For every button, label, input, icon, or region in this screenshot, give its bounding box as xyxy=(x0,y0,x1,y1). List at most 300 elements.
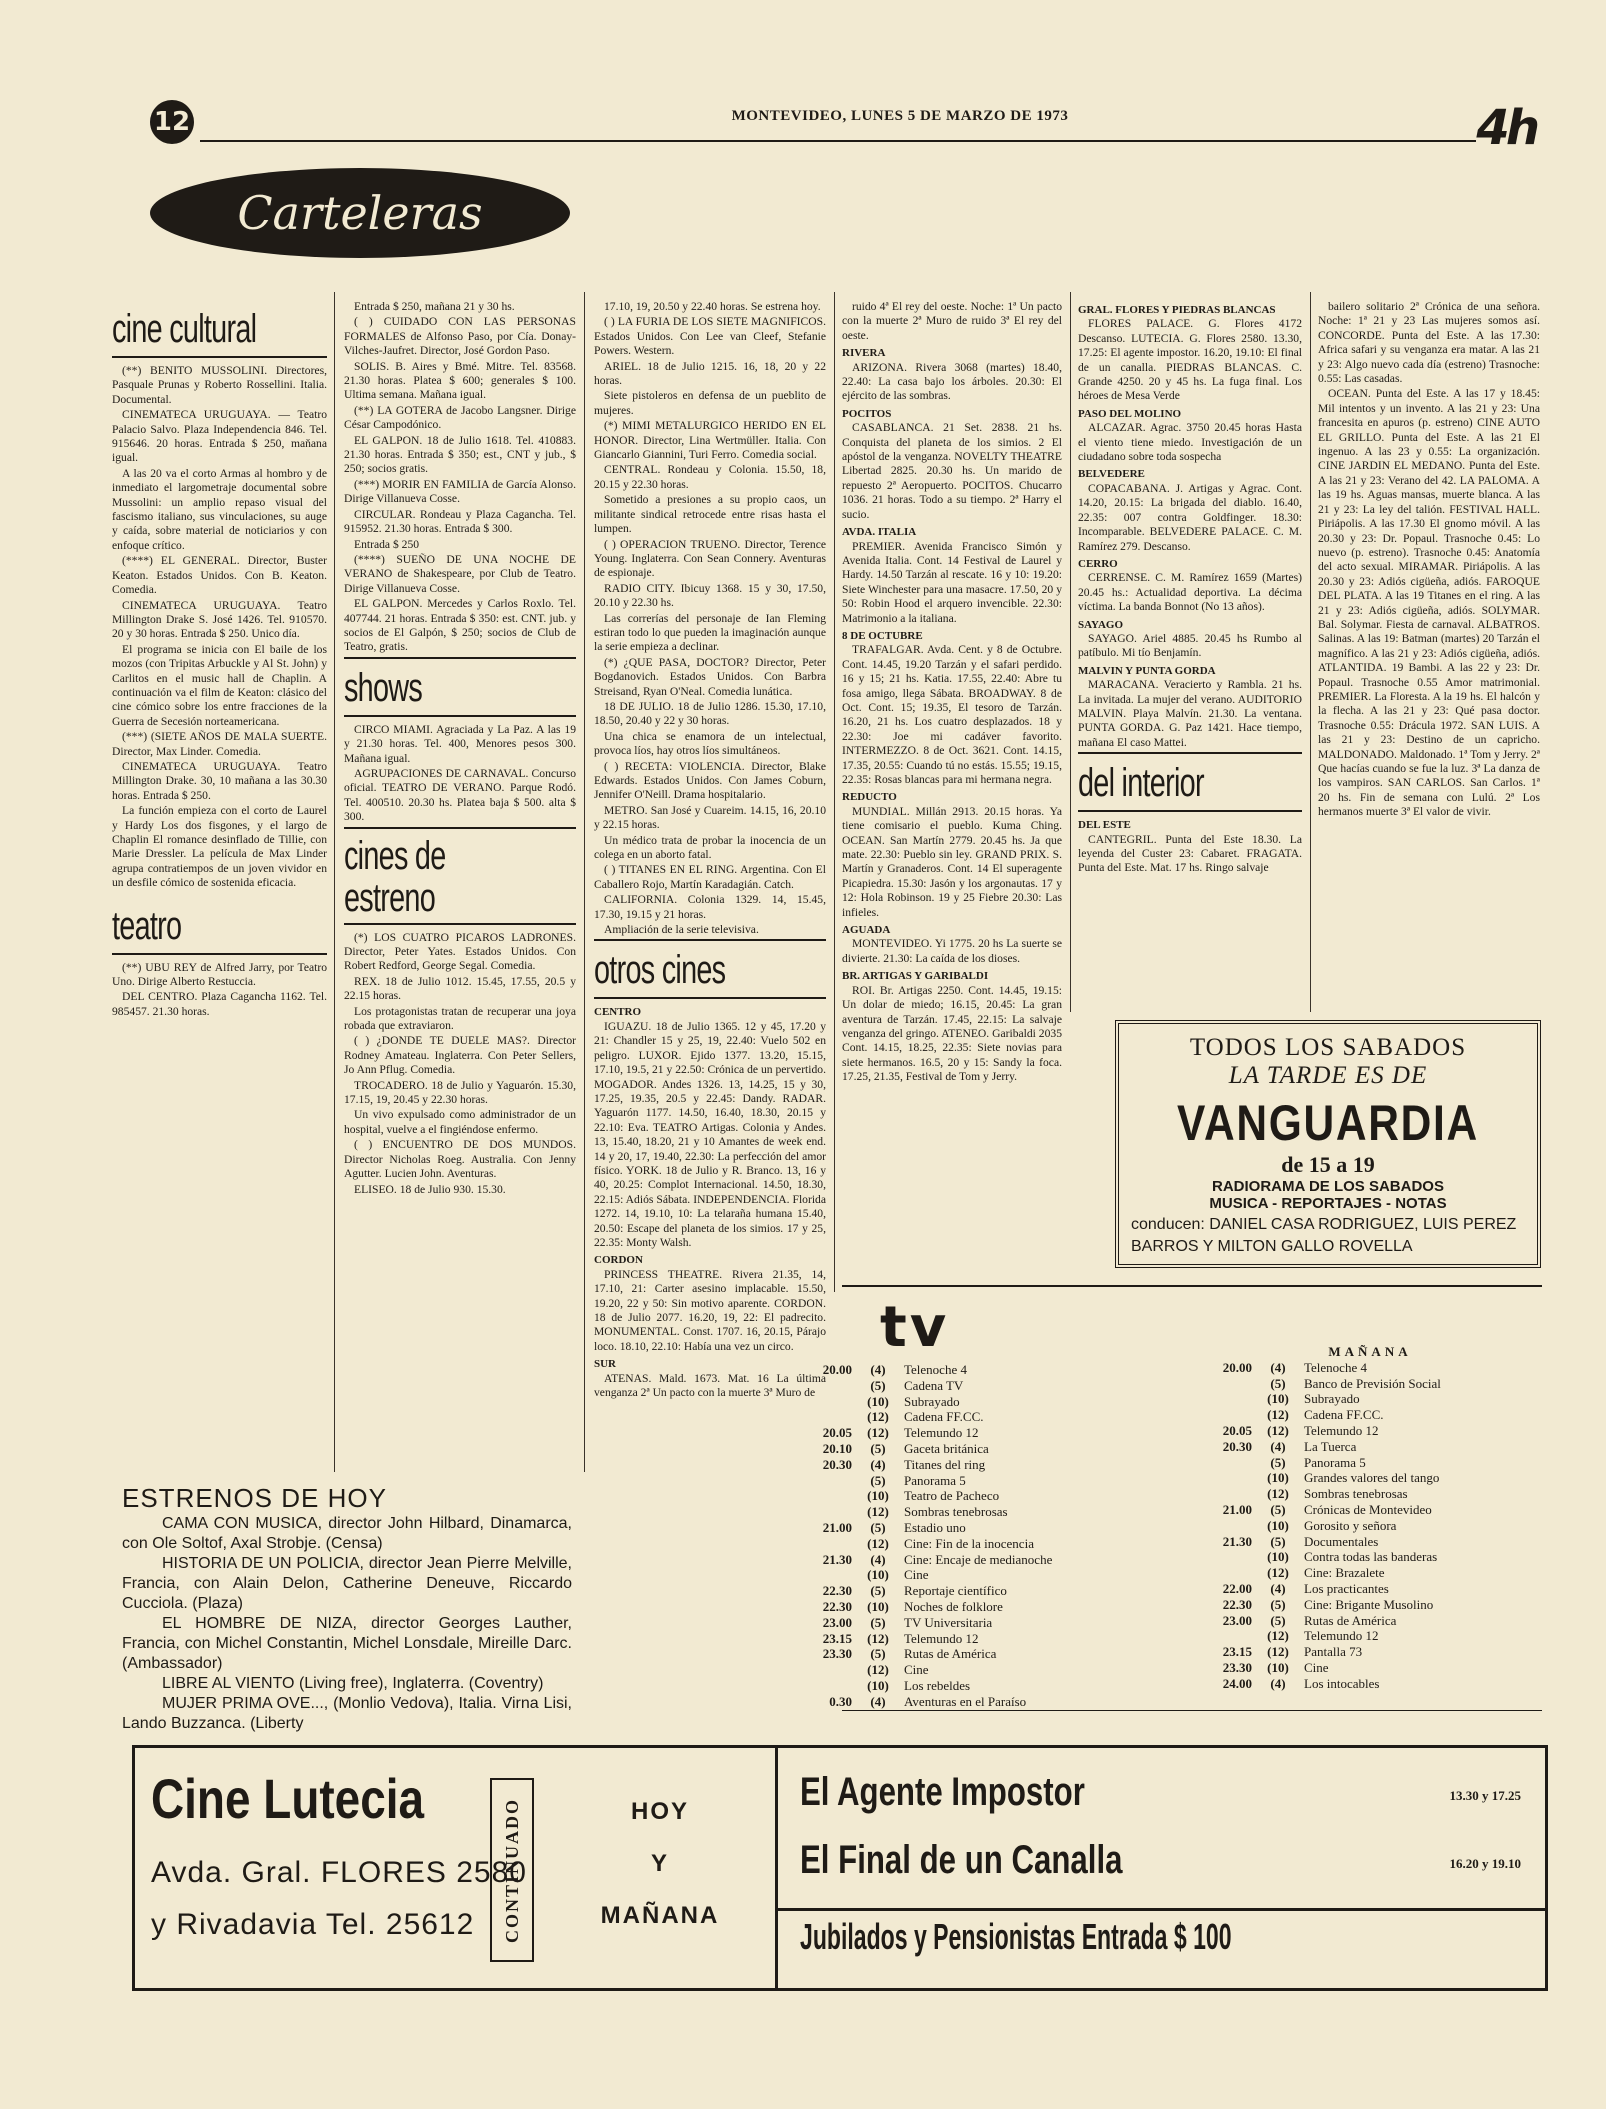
tv-time: 23.15 xyxy=(1222,1644,1252,1660)
tv-program: Cine xyxy=(904,1662,929,1678)
tv-channel: (5) xyxy=(1270,1596,1286,1612)
tv-program: La Tuerca xyxy=(1304,1438,1357,1454)
tv-row xyxy=(800,1678,1190,1694)
listing: PREMIER. Avenida Francisco Simón y Avenida Italia. Cont. 14 Festival de Laurel y Hardy. 14.50 Tarzán al rescate. 16 y 10: 19.20: Siete Winchester para una masacre. 17.50, 20 y 50: Robin Hood el arquero invencible. 22.30: Matrimonio a la italiana. xyxy=(842,539,1062,625)
tv-channel: (12) xyxy=(1267,1407,1289,1423)
tv-row xyxy=(1200,1376,1540,1392)
tv-time xyxy=(800,1678,852,1694)
tv-program: Teatro de Pacheco xyxy=(904,1488,1000,1504)
tv-time xyxy=(1200,1391,1252,1407)
tv-time: 22.00 xyxy=(1222,1580,1252,1596)
tv-title: tv xyxy=(880,1295,950,1360)
tv-program: Telenoche 4 xyxy=(904,1362,967,1377)
tv-channel: (10) xyxy=(1267,1517,1289,1533)
section-rule xyxy=(1078,752,1302,754)
section-rule xyxy=(344,827,576,829)
listing: EL GALPON. Mercedes y Carlos Roxlo. Tel. 407744. 21 horas. Entrada $ 350: est. CNT. jub. y socios de El Galpón, $ 250; socios de Club de Teatro, gratis. xyxy=(344,597,576,654)
listing: Siete pistoleros en defensa de un pueblito de mujeres. xyxy=(594,389,826,417)
district-heading: SAYAGO xyxy=(1078,618,1124,631)
tv-channel: (12) xyxy=(867,1662,889,1678)
estreno-item: HISTORIA DE UN POLICIA, director Jean Pierre Melville, Francia, con Alain Delon, Catherine Deneuve, Riccardo Cucciola. (Plaza) xyxy=(122,1555,572,1612)
listing: CANTEGRIL. Punta del Este 18.30. La leyenda del Custer 23: Cabaret. FRAGATA. Punta del Este. Mat. 17 hs. Ringo salvaje xyxy=(1078,832,1302,875)
listing: Ampliación de la serie televisiva. xyxy=(604,923,759,937)
tv-channel: (4) xyxy=(1270,1580,1286,1596)
listing: (*) LOS CUATRO PICAROS LADRONES. Director, Peter Yates. Estados Unidos. Con Robert Redford, George Segal. Comedia. xyxy=(344,930,576,973)
tv-channel: (12) xyxy=(1267,1644,1289,1660)
listing: ( ) ¿DONDE TE DUELE MAS?. Director Rodney Amateau. Inglaterra. Con Peter Sellers, Jo Ann Pflug. Comedia. xyxy=(344,1034,576,1077)
section-rule xyxy=(344,715,576,717)
tv-time: 0.30 xyxy=(829,1693,852,1709)
tv-time: 23.00 xyxy=(822,1614,852,1630)
tv-row xyxy=(1200,1628,1540,1644)
tv-program: Subrayado xyxy=(904,1393,960,1409)
tv-time: 22.30 xyxy=(822,1583,852,1599)
listing: ARIEL. 18 de Julio 1215. 16, 18, 20 y 22 horas. xyxy=(594,359,826,388)
tv-row xyxy=(800,1394,1190,1410)
section-title-del-interior: del interior xyxy=(1078,761,1204,806)
section-title-cines-de: cines de xyxy=(344,833,446,878)
tv-time: 22.30 xyxy=(1222,1596,1252,1612)
section-rule xyxy=(344,923,576,925)
tv-time: 23.30 xyxy=(1222,1659,1252,1675)
tv-row xyxy=(1200,1565,1540,1581)
tv-time: 20.00 xyxy=(822,1362,852,1377)
tv-row xyxy=(1200,1470,1540,1486)
tv-schedule-today xyxy=(800,1362,1190,1710)
carteleras-banner: Carteleras xyxy=(150,168,570,258)
listing: (*) ¿QUE PASA, DOCTOR? Director, Peter Bogdanovich. Estados Unidos. Con Barbra Streisand, Ryan O'Neal. Comedia lunática. xyxy=(594,655,826,698)
tv-channel: (5) xyxy=(1270,1533,1286,1549)
listing: DEL CENTRO. Plaza Cagancha 1162. Tel. 985457. 21.30 horas. xyxy=(112,990,327,1018)
listing: (*) MIMI METALURGICO HERIDO EN EL HONOR. Director, Lina Wertmüller. Italia. Con Giancarlo Giannini, Turi Ferro. Comedia social. xyxy=(594,419,826,462)
tv-row xyxy=(800,1599,1190,1615)
tv-row xyxy=(1200,1391,1540,1407)
tv-bottom-rule xyxy=(842,1710,1542,1711)
district-heading: BELVEDERE xyxy=(1078,468,1145,481)
listing: TRAFALGAR. Avda. Cent. y 8 de Octubre. Cont. 14.45, 19.20 Tarzán y el safari perdido. 16 y 15; 21 hs. Katia. 17.55, 22.40: Abre tu fosa amigo, llega Sábata. BROADWAY. 8 de Oct. Cont. 15; 19.35, El tesoro de Tarzán. 16.20, 21 hs. Los cuatro desplazados. 18 y 22.30: Joe mi cadáver favorito. INTERMEZZO. 8 de Oct. 3621. Cont. 14.15, 17.35, 20.55: Cuando tú no estás. 15.55; 19.15, 22.35: Rosas blancas para mi hermana negra. xyxy=(842,643,1062,786)
section-rule xyxy=(594,997,826,999)
tv-program: Cadena TV xyxy=(904,1377,964,1393)
tv-time: 21.30 xyxy=(822,1551,852,1567)
tv-channel: (5) xyxy=(1270,1454,1286,1470)
tv-program: Gorosito y señora xyxy=(1304,1517,1397,1533)
tv-time xyxy=(800,1567,852,1583)
tv-program: Telemundo 12 xyxy=(904,1425,979,1441)
tv-channel: (10) xyxy=(1267,1659,1289,1675)
listing: (***) MORIR EN FAMILIA de García Alonso. Dirige Villanueva Cosse. xyxy=(344,477,576,506)
ad-line: RADIORAMA DE LOS SABADOS xyxy=(1212,1178,1444,1195)
page-number: 12 xyxy=(150,100,194,144)
estrenos-de-hoy xyxy=(122,1483,572,1734)
ad-line: TODOS LOS SABADOS xyxy=(1189,1034,1467,1061)
listing: El programa se inicia con El baile de los mozos (con Tripitas Arbuckle y Al St. John) y Carlitos en el music hall de Chaplin. A continuación va el film de Keaton: clásico del cine cómico sobre los entre fracciones de la Guerra de Secesión norteamericana. xyxy=(112,642,327,728)
film-times: 16.20 y 19.10 xyxy=(1449,1856,1521,1871)
listing: (**) BENITO MUSSOLINI. Directores, Pasquale Prunas y Roberto Rossellini. Italia. Documental. xyxy=(112,364,327,406)
tv-channel: (12) xyxy=(867,1425,889,1441)
tv-row xyxy=(800,1631,1190,1647)
listing: 17.10, 19, 20.50 y 22.40 horas. Se estrena hoy. xyxy=(604,300,821,313)
estreno-item: EL HOMBRE DE NIZA, director Georges Lauther, Francia, con Michel Constantin, Michel Lonsdale, Mireille Darc. (Ambassador) xyxy=(122,1615,572,1672)
tv-row xyxy=(1200,1660,1540,1676)
tv-row xyxy=(800,1646,1190,1662)
tv-program: Aventuras en el Paraíso xyxy=(904,1693,1027,1709)
listing: OCEAN. Punta del Este. A las 17 y 18.45: Mil intentos y un invento. A las 21 y 23: Una francesita en apuros (p. estreno) CINE AUTO EL GRILLO. Punta del Este. A las 21 El ingenuo. A las 23 y 0.55: La organización. CINE JARDIN EL MEDANO. Punta del Este. A las 21 y 23: Verano del 42. LA PALOMA. A las 19 hs. Aguas mansas, muerte blanca. A las 21 y 23: La ley del talión. FESTIVAL HALL. Piriápolis. A las 17.30 El gnomo móvil. A las 20.30 y 23: Dr. Popaul. Trasnoche 0.45: Lo nuevo (p. estreno). Trasnoche 0.45: Anatomía del acto sexual. MIRAMAR. Piriápolis. A las 20.30 y 23: Adiós cigüeña, adiós. FAROQUE DEL PLATA. A las 19 Titanes en el ring. A las 21 y 23: Adiós cigüeña, adiós. SOLYMAR. Bal. Solymar. Fiesta de carnaval. ALBATROS. Salinas. A las 19: Batman (martes) 20 Tarzán el magnífico. A las 21 y 23: Adiós cigüeña, adiós. ATLANTIDA. 19 Bambi. A las 22 y 23: Dr. Popaul. Trasnoche 0.55 Amor matrimonial. PREMIER. La Floresta. A la 19 hs. El halcón y la flecha. A las 21 y 23: Qué pasa doctor. Trasnoche 0.55: Drácula 1972. SAN LUIS. A las 21 y 23: Destino de un capricho. MALDONADO. Maldonado. 1ª Tom y Jerry. 2ª Que hacías cuando se fue la luz. 3ª La danza de los vampiros. SAN CARLOS. San Carlos. 1ª 20 hs. Fin de semana con Lulú. 2ª Los hermanos muerte 3ª El valor de vivir. xyxy=(1318,387,1540,819)
tv-program: Los practicantes xyxy=(1304,1580,1389,1596)
cine-lutecia-ad xyxy=(132,1745,1548,1991)
tv-time: 21.00 xyxy=(1222,1501,1252,1517)
tv-row xyxy=(1200,1439,1540,1455)
film-title: El Agente Impostor xyxy=(800,1770,1085,1814)
tv-program: Cine xyxy=(1304,1659,1329,1675)
column-rule xyxy=(834,292,835,1292)
tv-channel: (4) xyxy=(870,1362,886,1377)
tv-program: Los rebeldes xyxy=(904,1677,971,1693)
listing: CASABLANCA. 21 Set. 2838. 21 hs. Conquista del planeta de los simios. 2 El apóstol de la venganza. NOVELTY THEATRE Libertad 2825. 20.30 hs. Un marido de repuesto 2ª Aeropuerto. POCITOS. Chucarro 1036. 21 horas. Todo a su tiempo. 2ª Harry el sucio. xyxy=(842,421,1062,521)
tv-channel: (4) xyxy=(870,1551,886,1567)
tv-program: Telemundo 12 xyxy=(1304,1628,1379,1644)
tv-time: 23.00 xyxy=(1222,1612,1252,1628)
jubilados-note: Jubilados y Pensionistas Entrada $ 100 xyxy=(800,1916,1232,1957)
listing: Un médico trata de probar la inocencia de un colega en un aborto fatal. xyxy=(594,833,826,862)
tv-program: Panorama 5 xyxy=(904,1472,966,1488)
tv-program: Cine xyxy=(904,1567,929,1583)
listing: (****) EL GENERAL. Director, Buster Keaton. Estados Unidos. Con B. Keaton. Comedia. xyxy=(112,554,327,597)
tv-row xyxy=(800,1441,1190,1457)
tv-channel: (5) xyxy=(870,1377,886,1393)
tv-channel: (5) xyxy=(870,1440,886,1456)
listing: Un vivo expulsado como administrador de un hospital, vuelve a el fingiéndose enfermo. xyxy=(344,1108,576,1136)
continuado-box xyxy=(490,1778,534,1962)
tv-row xyxy=(1200,1407,1540,1423)
column-barrios-2 xyxy=(1078,300,1302,877)
tv-channel: (4) xyxy=(870,1456,886,1472)
district-heading: PASO DEL MOLINO xyxy=(1078,407,1182,420)
tv-row xyxy=(800,1615,1190,1631)
tv-tomorrow-rows xyxy=(1200,1360,1540,1692)
tv-time: 21.00 xyxy=(822,1519,852,1535)
section-rule xyxy=(1078,810,1302,812)
tv-time: 20.10 xyxy=(822,1440,852,1456)
tv-row xyxy=(1200,1423,1540,1439)
ad-cinema-name: Cine Lutecia xyxy=(151,1767,425,1830)
ad-headline: VANGUARDIA xyxy=(1177,1095,1479,1151)
ad-phone: y Rivadavia Tel. 25612 xyxy=(151,1908,475,1941)
listing: A las 20 va el corto Armas al hombro y de inmediato el largometraje documental sobre Mussolini: un amplio repaso visual del fascismo italiano, sus vinculaciones, su auge y caída, sobre material de noticiarios y con enfoque crítico. xyxy=(112,466,327,552)
listing: CALIFORNIA. Colonia 1329. 14, 15.45, 17.30, 19.15 y 21 horas. xyxy=(594,893,826,921)
continuado-label: CONTINUADO xyxy=(501,1797,522,1943)
tv-channel: (12) xyxy=(1267,1422,1289,1438)
district-heading: 8 DE OCTUBRE xyxy=(842,629,923,642)
tv-program: Cine: Brigante Musolino xyxy=(1304,1596,1434,1612)
tv-program: Cine: Fin de la inocencia xyxy=(904,1535,1034,1551)
listing: ( ) CUIDADO CON LAS PERSONAS FORMALES de Alfonso Paso, por Cía. Donay-Vilches-Jaufret. Director, José Gordon Paso. xyxy=(344,315,576,358)
tv-time xyxy=(1200,1486,1252,1502)
tv-time xyxy=(1200,1518,1252,1534)
tv-channel: (5) xyxy=(1270,1375,1286,1391)
listing: ELISEO. 18 de Julio 930. 15.30. xyxy=(354,1182,506,1196)
listing: ARIZONA. Rivera 3068 (martes) 18.40, 22.40: La casa bajo los árboles. 20.30: El ejército de las sombras. xyxy=(842,360,1062,403)
tv-time xyxy=(1200,1628,1252,1644)
tv-manana-heading: MAÑANA xyxy=(1328,1344,1412,1359)
tv-row xyxy=(1200,1455,1540,1471)
column-rule xyxy=(334,292,335,1472)
tv-channel: (4) xyxy=(1270,1438,1286,1454)
ad-line: MUSICA - REPORTAJES - NOTAS xyxy=(1209,1195,1447,1212)
district-heading: CENTRO xyxy=(594,1006,642,1019)
listing: CINEMATECA URUGUAYA. Teatro Millington Drake S. José 1426. Tel. 910570. 20 y 30 horas. Entrada $ 250. Unico día. xyxy=(112,598,327,641)
listing: REX. 18 de Julio 1012. 15.45, 17.55, 20.5 y 22.15 horas. xyxy=(344,974,576,1003)
tv-time: 22.30 xyxy=(822,1598,852,1614)
district-heading: GRAL. FLORES Y PIEDRAS BLANCAS xyxy=(1078,304,1276,316)
tv-program: TV Universitaria xyxy=(904,1614,993,1630)
column-barrios xyxy=(842,300,1062,1086)
listing: Sometido a presiones a su propio caos, un militante sindical retrocede entre risas hasta el lumpen. xyxy=(594,493,826,536)
estreno-item: LIBRE AL VIENTO (Living free), Inglaterra. (Coventry) xyxy=(162,1675,544,1692)
tv-channel: (12) xyxy=(1267,1565,1289,1581)
district-heading: DEL ESTE xyxy=(1078,819,1131,832)
tv-program: Documentales xyxy=(1304,1533,1379,1549)
tv-time: 20.05 xyxy=(822,1425,852,1441)
tv-program: Gaceta británica xyxy=(904,1440,989,1456)
listing: PRINCESS THEATRE. Rivera 21.35, 14, 17.10, 21: Carter asesino implacable. 15.50, 19.20, 22 y 50: Sin motivo aparente. CORDON. 18 de Julio 2077. 16.20, 19, 22: El padrecito. MONUMENTAL. Const. 1707. 16, 20.15, Párajo loco. 18.10, 22.10: Había una vez un circo. xyxy=(594,1267,826,1353)
tv-program: Panorama 5 xyxy=(1304,1454,1366,1470)
tv-channel: (5) xyxy=(1270,1612,1286,1628)
tv-time: 24.00 xyxy=(1222,1675,1252,1691)
tv-row xyxy=(800,1378,1190,1394)
tv-row xyxy=(800,1583,1190,1599)
ad-divider xyxy=(775,1908,1545,1911)
listing: ( ) ENCUENTRO DE DOS MUNDOS. Director Nicholas Roeg. Australia. Con Jenny Agutter. Lucien John. Aventuras. xyxy=(344,1138,576,1181)
listing: IGUAZU. 18 de Julio 1365. 12 y 45, 17.20 y 21: Chandler 15 y 25, 19, 22.40: Vuelo 502 en peligro. LUXOR. Ejido 1377. 13.20, 15.15, 17.10, 19.5, 21 y 22.50: Crónica de un pervertido. MOGADOR. Andes 1326. 13, 14.25, 15 y 30, 17.25, 19.35, 20.5 y 22.45: Dandy. RADAR. Yaguarón 1177. 14.50, 16.40, 18.30, 20.15 y 22.10: Eva. TEATRO Artigas. Colonia y Andes. 13, 15.40, 18.20, 21 y 10 Amantes de week end. 14 y 20, 17, 19.40, 22.30: La perfección del amor físico. YORK. 18 de Julio y R. Branco. 13, 16 y 40, 20.25: Complot Internacional. 14.50, 18.30, 22.15: Adiós Sábata. INDEPENDENCIA. Florida 1272. 14, 19.10, 10: La telaraña humana 15.40, 20.50: Escape del planeta de los simios. 17 y 25, 22.35: Monty Walsh. xyxy=(594,1019,826,1249)
header-rule xyxy=(200,140,1476,142)
column-cine-cultural xyxy=(112,300,327,1020)
tv-row xyxy=(800,1520,1190,1536)
tv-program: Cine: Brazalete xyxy=(1304,1565,1385,1581)
section-rule xyxy=(594,939,826,941)
tv-channel: (10) xyxy=(1267,1549,1289,1565)
listing: ( ) OPERACION TRUENO. Director, Terence Young. Inglaterra. Con Sean Connery. Aventuras de espionaje. xyxy=(594,537,826,580)
tv-program: Sombras tenebrosas xyxy=(904,1504,1008,1520)
listing: CINEMATECA URUGUAYA. — Teatro Palacio Salvo. Plaza Independencia 846. Tel. 915646. 20 horas. Entrada $ 250, maňana igual. xyxy=(112,408,327,465)
column-interior xyxy=(1318,300,1540,821)
listing: MARACANA. Veracierto y Rambla. 21 hs. La invitada. La mujer del verano. AUDITORIO MALVIN. Playa Malvín. 21.30. La ventana. PUNTA GORDA. G. Paz 1421. Hace tiempo, mañana El caso Mattei. xyxy=(1078,678,1302,749)
tv-time xyxy=(800,1504,852,1520)
tv-time xyxy=(1200,1376,1252,1392)
tv-time xyxy=(1200,1549,1252,1565)
tv-program: Los intocables xyxy=(1304,1675,1380,1691)
page-date: MONTEVIDEO, LUNES 5 DE MARZO DE 1973 xyxy=(731,108,1069,124)
listing: Las correrías del personaje de Ian Fleming estiran todo lo que pueden la imaginación aunque la serie empieza a declinar. xyxy=(594,611,826,654)
listing: ALCAZAR. Agrac. 3750 20.45 horas Hasta el viento tiene miedo. Investigación de un ciudadano sobre toda sospecha xyxy=(1078,421,1302,464)
tv-channel: (10) xyxy=(867,1567,889,1583)
film-times: 13.30 y 17.25 xyxy=(1449,1788,1521,1803)
tv-program: Cine: Encaje de medianoche xyxy=(904,1551,1053,1567)
tv-channel: (10) xyxy=(1267,1391,1289,1407)
section-title-teatro: teatro xyxy=(112,903,182,948)
section-title-estreno: estreno xyxy=(344,875,436,920)
tv-channel: (5) xyxy=(870,1646,886,1662)
tv-program: Cadena FF.CC. xyxy=(904,1409,984,1425)
tv-row xyxy=(800,1425,1190,1441)
listing: Entrada $ 250, mañana 21 y 30 hs. xyxy=(354,300,515,313)
tv-time xyxy=(800,1473,852,1489)
tv-program: Crónicas de Montevideo xyxy=(1304,1501,1432,1517)
vanguardia-radio-ad xyxy=(1115,1020,1541,1268)
tv-program: Titanes del ring xyxy=(904,1456,986,1472)
hoy-y-manana xyxy=(565,1786,755,1942)
listing: (***) (SIETE AÑOS DE MALA SUERTE. Director, Max Linder. Comedia. xyxy=(112,730,327,758)
tv-channel: (12) xyxy=(1267,1486,1289,1502)
tv-channel: (12) xyxy=(1267,1628,1289,1644)
listing: (**) LA GOTERA de Jacobo Langsner. Dirige César Campodónico. xyxy=(344,403,576,432)
tv-row xyxy=(1200,1534,1540,1550)
tv-program: Noches de folklore xyxy=(904,1598,1003,1614)
tv-channel: (5) xyxy=(870,1583,886,1599)
listing: COPACABANA. J. Artigas y Agrac. Cont. 14.20, 20.15: La brigada del diablo. 16.40, 22.35: 007 contra Goldfinger. 18.30: Incomparable. BELVEDERE PALACE. C. M. Ramírez 279. Descanso. xyxy=(1078,481,1302,553)
estreno-item: CAMA CON MUSICA, director John Hilbard, Dinamarca, con Ole Soltof, Axal Strobje. (Censa) xyxy=(122,1515,572,1552)
district-heading: RIVERA xyxy=(842,347,886,360)
district-heading: CERRO xyxy=(1078,557,1118,570)
tv-channel: (4) xyxy=(1270,1675,1286,1691)
listing: ruido 4ª El rey del oeste. Noche: 1ª Un pacto con la muerte 2ª Muro de ruido 3ª El rey del oeste. xyxy=(842,300,1062,342)
listing: ( ) TITANES EN EL RING. Argentina. Con El Caballero Rojo, Martín Karadagián. Catch. xyxy=(594,863,826,891)
listing: Entrada $ 250 xyxy=(354,537,420,551)
tv-time: 20.30 xyxy=(1222,1438,1252,1454)
tv-program: Cadena FF.CC. xyxy=(1304,1407,1384,1423)
tv-row xyxy=(800,1536,1190,1552)
tv-row xyxy=(800,1567,1190,1583)
listing: SOLIS. B. Aires y Bmé. Mitre. Tel. 83568. 21.30 horas. Platea $ 600; generales $ 100. Ultima semana. Mañana igual. xyxy=(344,359,576,402)
tv-row xyxy=(1200,1549,1540,1565)
tv-program: Sombras tenebrosas xyxy=(1304,1486,1408,1502)
tv-time xyxy=(800,1536,852,1552)
column-rule xyxy=(1070,292,1071,1012)
ad-line: conducen: DANIEL CASA RODRIGUEZ, LUIS PEREZ BARROS Y MILTON GALLO ROVELLA xyxy=(1131,1216,1517,1255)
listing: CIRCO MIAMI. Agraciada y La Paz. A las 19 y 21.30 horas. Tel. 400, Menores pesos 300. Mañana igual. xyxy=(344,722,576,765)
tv-schedule-tomorrow xyxy=(1200,1344,1540,1692)
tv-channel: (12) xyxy=(867,1504,889,1520)
column-teatro-shows-estreno xyxy=(344,300,576,1198)
tv-time: 23.30 xyxy=(822,1646,852,1662)
listing: ATENAS. Mald. 1673. Mat. 16 La última venganza 2ª Un pacto con la muerte 3ª Muro de xyxy=(594,1371,826,1400)
tv-time xyxy=(1200,1455,1252,1471)
listing: ( ) LA FURIA DE LOS SIETE MAGNIFICOS. Estados Unidos. Con Lee van Cleef, Stefanie Powers. Western. xyxy=(594,315,826,358)
tv-row xyxy=(800,1662,1190,1678)
section-title-shows: shows xyxy=(344,665,423,710)
district-heading: MALVIN Y PUNTA GORDA xyxy=(1078,664,1216,677)
listing: AGRUPACIONES DE CARNAVAL. Concurso oficial. TEATRO DE VERANO. Parque Rodó. Tel. 400510. 20.30 hs. Platea baja $ 500. alta $ 300. xyxy=(344,766,576,824)
tv-row xyxy=(1200,1486,1540,1502)
tv-time xyxy=(1200,1470,1252,1486)
newspaper-logo: 4h xyxy=(1476,100,1536,156)
district-heading: BR. ARTIGAS Y GARIBALDI xyxy=(842,970,989,983)
tv-time xyxy=(800,1488,852,1504)
listing: EL GALPON. 18 de Julio 1618. Tel. 410883. 21.30 horas. Entrada $ 350; est., CNT y jub., $ 250; socios gratis. xyxy=(344,433,576,476)
listing: FLORES PALACE. G. Flores 4172 Descanso. LUTECIA. G. Flores 2580. 13.30, 17.25: El agente impostor. 16.20, 19.10: El final de un canalla. PIEDRAS BLANCAS. C. Grande 4250. 20 y 45 hs. La fuga final. Los héroes de Mesa Verde xyxy=(1078,317,1302,403)
tv-row xyxy=(800,1362,1190,1378)
listing: CIRCULAR. Rondeau y Plaza Cagancha. Tel. 915952. 21.30 horas. Entrada $ 300. xyxy=(344,507,576,536)
estreno-item: MUJER PRIMA OVE..., (Monlio Vedova), Italia. Virna Lisi, Lando Buzzanca. (Liberty xyxy=(122,1695,572,1732)
tv-time: 20.00 xyxy=(1222,1359,1252,1375)
district-heading: POCITOS xyxy=(842,407,892,420)
tv-row xyxy=(800,1694,1190,1710)
estrenos-title: ESTRENOS DE HOY xyxy=(122,1483,387,1513)
tv-row xyxy=(800,1552,1190,1568)
tv-channel: (12) xyxy=(867,1630,889,1646)
listing: SAYAGO. Ariel 4885. 20.45 hs Rumbo al patíbulo. Mi tío Benjamín. xyxy=(1078,631,1302,660)
listing: bailero solitario 2ª Crónica de una señora. Noche: 1ª 21 y 23 Las mujeres somos así. CONCORDE. Punta del Este. A las 17.30: Africa safari y su venganza era matar. A las 21 y 23: Algo nuevo cada día (estreno) Trasnoche: 0.55: Las casadas. xyxy=(1318,300,1540,386)
tv-channel: (5) xyxy=(870,1519,886,1535)
tv-time: 20.30 xyxy=(822,1456,852,1472)
tv-program: Telemundo 12 xyxy=(1304,1422,1379,1438)
y-label: Y xyxy=(650,1850,669,1877)
listing: (**) UBU REY de Alfred Jarry, por Teatro Uno. Dirige Alberto Restuccia. xyxy=(112,960,327,989)
tv-time: 20.05 xyxy=(1222,1422,1252,1438)
district-heading: AVDA. ITALIA xyxy=(842,526,917,539)
tv-time xyxy=(1200,1565,1252,1581)
tv-program: Telemundo 12 xyxy=(904,1630,979,1646)
film-title: El Final de un Canalla xyxy=(800,1838,1123,1882)
tv-channel: (10) xyxy=(1267,1470,1289,1486)
tv-time xyxy=(800,1662,852,1678)
tv-row xyxy=(1200,1581,1540,1597)
listing: CERRENSE. C. M. Ramírez 1659 (Martes) 20.45 hs.: Actualidad deportiva. La décima víctima. La banda Bonnot (No 13 años). xyxy=(1078,571,1302,614)
tv-time: 21.30 xyxy=(1222,1533,1252,1549)
tv-channel: (4) xyxy=(1270,1359,1286,1375)
listing: ( ) RECETA: VIOLENCIA. Director, Blake Edwards. Estados Unidos. Con James Coburn, Jennifer O'Neill. Drama hospitalario. xyxy=(594,759,826,802)
ad-line: LA TARDE ES DE xyxy=(1228,1062,1428,1089)
listing: Los protagonistas tratan de recuperar una joya robada que extraviaron. xyxy=(344,1004,576,1033)
listing: (****) SUEÑO DE UNA NOCHE DE VERANO de Shakespeare, por Club de Teatro. Dirige Villanueva Cosse. xyxy=(344,552,576,595)
tv-program: Rutas de América xyxy=(1304,1612,1397,1628)
section-title-cine-cultural: cine cultural xyxy=(112,307,257,351)
listing: MUNDIAL. Millán 2913. 20.15 horas. Ya tiene comisario el pueblo. Kuma Ching. OCEAN. San Martín 2779. 20.45 hs. Ja que mate. 22.30: Pueblo sin ley. GRAND PRIX. S. Martín y Granaderos. Cont. 14 El superagente Picapiedra. 15.30: Jasón y los argonautas. 17 y 12: Hola Robinson. 19 y 25 Fiebre 20.30: Las infieles. xyxy=(842,804,1062,919)
tv-program: Banco de Previsión Social xyxy=(1304,1375,1441,1391)
listing: ROI. Br. Artigas 2250. Cont. 14.45, 19.15: Un dolar de miedo; 16.15, 20.45: La gran aventura de Tarzán. 17.45, 22.15: La salvaje venganza del gringo. ATENEO. Garibaldi 2035 Cont. 14.15, 18.25, 22.35: Siete novias para siete hermanos. 16.5, 20 y 15: Sandy la foca. 17.25, 21.35, Festival de Tom y Jerry. xyxy=(842,983,1062,1084)
tv-row xyxy=(800,1488,1190,1504)
tv-row xyxy=(1200,1502,1540,1518)
tv-time xyxy=(800,1378,852,1394)
listing: La función empieza con el corto de Laurel y Hardy Los dos fisgones, y el largo de Chaplin El romance desinflado de Tillie, con Marie Dressler. La película de Max Linder agrupa contratiempos de un joven vividor en un desfile cómico de sostenida eficacia. xyxy=(112,804,327,890)
tv-row xyxy=(800,1473,1190,1489)
district-heading: REDUCTO xyxy=(842,791,897,804)
tv-row xyxy=(1200,1676,1540,1692)
tv-channel: (12) xyxy=(867,1535,889,1551)
tv-program: Contra todas las banderas xyxy=(1304,1549,1438,1565)
tv-program: Telenoche 4 xyxy=(1304,1359,1367,1375)
district-heading: CORDON xyxy=(594,1254,643,1267)
column-rule xyxy=(1310,292,1311,1012)
tv-time xyxy=(1200,1407,1252,1423)
tv-row xyxy=(1200,1597,1540,1613)
listing: METRO. San José y Cuareim. 14.15, 16, 20.10 y 22.15 horas. xyxy=(594,803,826,832)
tv-row xyxy=(800,1457,1190,1473)
listing: 18 DE JULIO. 18 de Julio 1286. 15.30, 17.10, 18.50, 20.40 y 22 y 30 horas. xyxy=(594,699,826,728)
section-title-otros-cines: otros cines xyxy=(594,948,726,993)
listing: Una chica se enamora de un intelectual, provoca líos, hay otros líos simultáneos. xyxy=(594,729,826,758)
tv-row xyxy=(800,1409,1190,1425)
section-rule xyxy=(112,356,327,358)
tv-row xyxy=(1200,1360,1540,1376)
listing: TROCADERO. 18 de Julio y Yaguarón. 15.30, 17.15, 19, 20.45 y 22.30 horas. xyxy=(344,1078,576,1107)
tv-row xyxy=(1200,1518,1540,1534)
tv-channel: (10) xyxy=(867,1677,889,1693)
tv-row xyxy=(1200,1613,1540,1629)
tv-channel: (5) xyxy=(1270,1501,1286,1517)
tv-time: 23.15 xyxy=(822,1630,852,1646)
ad-address: Avda. Gral. FLORES 2580 xyxy=(151,1856,527,1889)
listing: CENTRAL. Rondeau y Colonia. 15.50, 18, 20.15 y 22.30 horas. xyxy=(594,463,826,491)
